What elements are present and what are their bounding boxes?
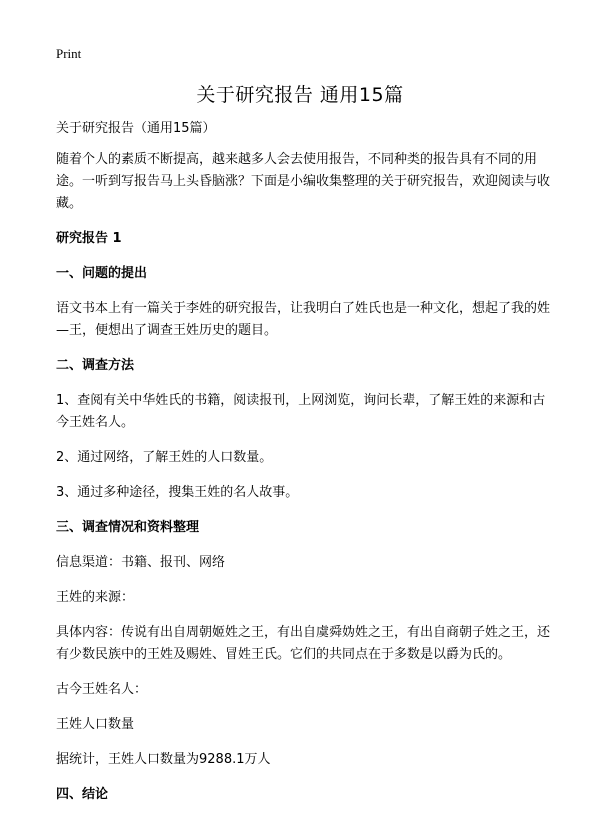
section-2-heading: 二、调查方法 xyxy=(56,358,135,373)
section-3-population-text: 据统计，王姓人口数量为9288.1万人 xyxy=(56,752,271,767)
section-3-population-label: 王姓人口数量 xyxy=(56,717,135,732)
page-title: 关于研究报告 通用15篇 xyxy=(196,84,404,106)
section-3-channels: 信息渠道：书籍、报刊、网络 xyxy=(56,555,226,570)
report-label: 研究报告 1 xyxy=(56,231,122,246)
print-link[interactable]: Print xyxy=(56,46,82,61)
section-3-famous-label: 古今王姓名人： xyxy=(56,682,148,697)
section-1-heading: 一、问题的提出 xyxy=(56,266,148,281)
document-body xyxy=(56,118,550,819)
section-2-item-2: 2、通过网络，了解王姓的人口数量。 xyxy=(56,450,273,465)
section-3-origin-text: 具体内容：传说有出自周朝姬姓之王，有出自虞舜妫姓之王，有出自商朝子姓之王，还有少数民族中的王姓及赐姓、冒姓王氏。它们的共同点在于多数是以爵为氏的。 xyxy=(56,625,551,662)
document-subtitle: 关于研究报告（通用15篇） xyxy=(56,121,216,136)
section-3-origin-label: 王姓的来源： xyxy=(56,590,135,605)
intro-paragraph: 随着个人的素质不断提高，越来越多人会去使用报告，不同种类的报告具有不同的用途。一听到写报告马上头昏脑涨？下面是小编收集整理的关于研究报告，欢迎阅读与收藏。 xyxy=(56,152,551,211)
section-4-heading: 四、结论 xyxy=(56,787,109,802)
section-3-heading: 三、调查情况和资料整理 xyxy=(56,520,200,535)
section-2-item-3: 3、通过多种途径，搜集王姓的名人故事。 xyxy=(56,485,299,500)
section-1-text: 语文书本上有一篇关于李姓的研究报告，让我明白了姓氏也是一种文化，想起了我的姓—王，便想出了调查王姓历史的题目。 xyxy=(56,301,551,338)
section-2-item-1: 1、查阅有关中华姓氏的书籍，阅读报刊，上网浏览，询问长辈，了解王姓的来源和古今王姓名人。 xyxy=(56,393,546,430)
